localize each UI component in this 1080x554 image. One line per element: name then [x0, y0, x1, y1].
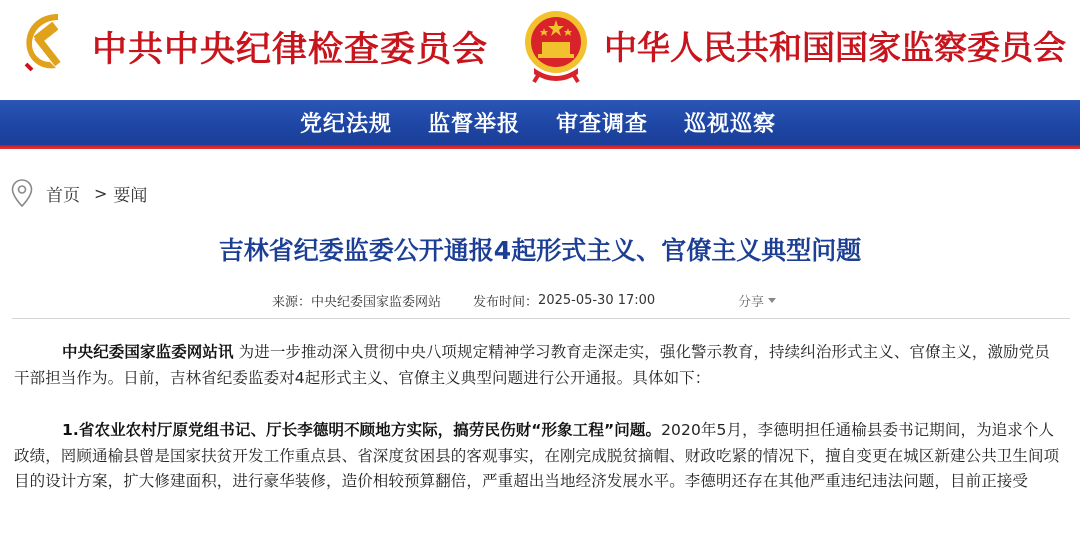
- source-value: 中央纪委国家监委网站: [311, 294, 442, 310]
- caret-down-icon: [768, 298, 776, 303]
- nav-item-review-investigation[interactable]: 审查调查: [556, 111, 649, 137]
- nav-item-party-regulations[interactable]: 党纪法规: [300, 111, 393, 137]
- site-header: [0, 0, 1080, 100]
- dateline: 中央纪委国家监委网站讯: [62, 343, 234, 361]
- share-label: 分享: [738, 294, 765, 310]
- nav-item-supervision-report[interactable]: 监督举报: [428, 111, 521, 137]
- meta-divider: [12, 318, 1070, 319]
- national-emblem-icon: [520, 6, 592, 86]
- publish-time-label: 发布时间：: [473, 294, 539, 310]
- article-paragraph-1: [14, 340, 1064, 391]
- article-title: 吉林省纪委监委公开通报4起形式主义、官僚主义典型问题: [218, 236, 862, 265]
- article-meta: [272, 290, 655, 310]
- paragraph-1-text: 为进一步推动深入贯彻中央八项规定精神学习教育走深走实，强化警示教育，持续纠治形式主义、官僚主义，激励党员干部担当作为。日前，吉林省纪委监委对4起形式主义、官僚主义典型问题进行公开通报。具体如下：: [14, 343, 1050, 387]
- breadcrumb: [10, 178, 147, 208]
- party-emblem-icon: [18, 8, 80, 78]
- cpc-discipline-commission-title: 中共中央纪律检查委员会: [92, 29, 489, 70]
- breadcrumb-separator: >: [94, 183, 108, 203]
- breadcrumb-news-link[interactable]: 要闻: [113, 185, 148, 206]
- national-supervisory-commission-title: 中华人民共和国国家监察委员会: [604, 28, 1066, 67]
- publish-time-value: 2025-05-30 17:00: [538, 292, 656, 308]
- main-nav: [0, 100, 1080, 145]
- breadcrumb-home-link[interactable]: 首页: [46, 185, 80, 206]
- article-paragraph-2: [14, 418, 1064, 495]
- location-pin-icon: [10, 178, 34, 208]
- paragraph-2-text: 2020年5月，李德明担任通榆县委书记期间，为追求个人政绩，罔顾通榆县曾是国家扶贫开发工作重点县、省深度贫困县的客观事实，在刚完成脱贫摘帽、财政吃紧的情况下，擅自变更在城区新建公共卫生间项目的设计方案，扩大修建面积，进行豪华装修，造价相较预算翻倍，严重超出当地经济发展水平。李德明还存在其他严重违纪违法问题，目前正接受: [14, 421, 1060, 490]
- nav-item-inspection-tours[interactable]: 巡视巡察: [684, 111, 777, 137]
- case-1-heading: 1.省农业农村厅原党组书记、厅长李德明不顾地方实际，搞劳民伤财“形象工程”问题。: [62, 421, 662, 439]
- share-button[interactable]: [738, 290, 776, 310]
- source-label: 来源：: [272, 294, 312, 310]
